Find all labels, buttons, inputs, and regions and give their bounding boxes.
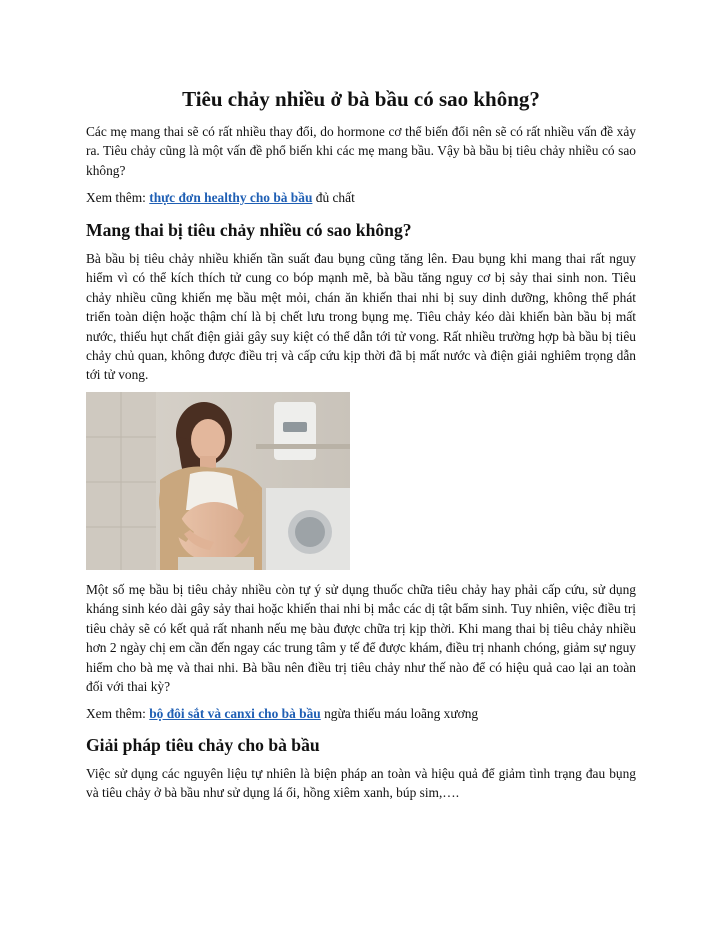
see-also-line-2	[86, 704, 636, 723]
see-also-prefix: Xem thêm:	[86, 190, 150, 205]
pregnant-woman-photo	[86, 392, 350, 570]
section-1-paragraph: Bà bầu bị tiêu chảy nhiều khiến tần suất đau bụng cũng tăng lên. Đau bụng khi mang thai rất nguy hiểm vì có thể kích thích tử cung co bóp mạnh mẽ, bà bầu tăng nguy cơ bị sảy thai sinh non. Tiêu chảy nhiều cũng khiến mẹ bầu mệt mỏi, chán ăn khiến thai nhi bị suy dinh dưỡng, không thể phát triển toàn diện hoặc thậm chí là bị chết lưu trong bụng mẹ. Tiêu chảy kéo dài khiến bàn bầu bị mất nước, thiếu hụt chất điện giải gây suy kiệt có thể dẫn tới tử vong. Rất nhiều trường hợp bà bầu bị tiêu chảy chủ quan, không được điều trị và cấp cứu kịp thời đã bị mất nước và điện giải nghiêm trọng dẫn tới tử vong.	[86, 251, 636, 383]
see-also-line-1	[86, 188, 636, 207]
section-2-paragraph: Việc sử dụng các nguyên liệu tự nhiên là biện pháp an toàn và hiệu quả để giảm tình trạng đau bụng và tiêu chảy ở bà bầu như sử dụng lá ổi, hồng xiêm xanh, búp sim,….	[86, 766, 636, 801]
see-also-suffix: đủ chất	[312, 190, 355, 205]
see-also-suffix: ngừa thiếu máu loãng xương	[320, 706, 479, 721]
healthy-menu-link[interactable]: thực đơn healthy cho bà bầu	[149, 190, 313, 205]
section-heading-1: Mang thai bị tiêu chảy nhiều có sao không?	[86, 220, 412, 240]
intro-paragraph: Các mẹ mang thai sẽ có rất nhiều thay đổi, do hormone cơ thể biến đổi nên sẽ có rất nhiều vấn đề xảy ra. Tiêu chảy cũng là một vấn đề phổ biến khi các mẹ mang bầu. Vậy bà bầu bị tiêu chảy nhiều có sao không?	[86, 124, 636, 178]
iron-calcium-link[interactable]: bộ đôi sắt và canxi cho bà bầu	[149, 706, 321, 721]
page-title: Tiêu chảy nhiều ở bà bầu có sao không?	[182, 87, 540, 111]
see-also-prefix: Xem thêm:	[86, 706, 150, 721]
section-1-paragraph-2: Một số mẹ bầu bị tiêu chảy nhiều còn tự ý sử dụng thuốc chữa tiêu chảy hay phải cấp cứu, sử dụng kháng sinh kéo dài gây sảy thai hoặc khiến thai nhi bị mắc các dị tật bẩm sinh. Tuy nhiên, việc điều trị tiêu chảy sẽ có kết quả rất nhanh nếu mẹ bàu được chữa trị kịp thời. Khi mang thai bị tiêu chảy nhiều hơn 2 ngày chị em cần đến ngay các trung tâm y tế để được khám, điều trị nhanh chóng, giảm sự nguy hiểm cho bà mẹ và thai nhi. Bà bầu nên điều trị tiêu chảy như thế nào để có hiệu quả cao lại an toàn đối với thai kỳ?	[86, 582, 636, 695]
section-heading-2: Giải pháp tiêu chảy cho bà bầu	[86, 735, 320, 755]
